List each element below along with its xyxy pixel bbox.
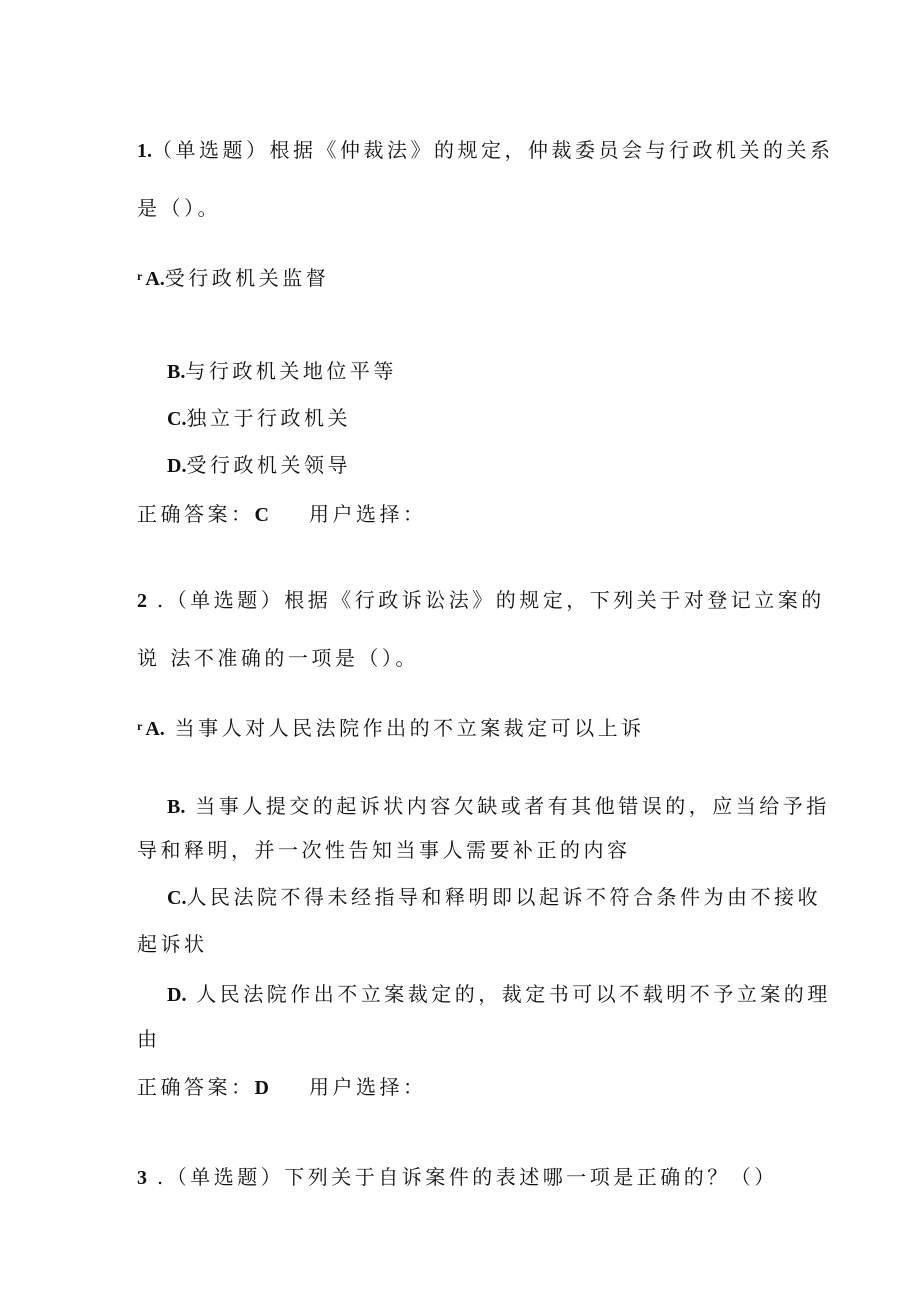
question-number: 2 bbox=[137, 590, 147, 612]
question-2-option-b-cont: 导和释明，并一次性告知当事人需要补正的内容 bbox=[137, 838, 631, 862]
option-text: 独立于行政机关 bbox=[186, 406, 351, 430]
question-3-stem bbox=[137, 1163, 778, 1192]
question-number: 1. bbox=[137, 140, 152, 162]
option-key: D. bbox=[167, 455, 187, 477]
radio-icon[interactable]: r bbox=[137, 269, 143, 283]
option-text: 受行政机关监督 bbox=[164, 266, 330, 290]
question-1-option-a[interactable] bbox=[137, 264, 329, 295]
question-2-option-c[interactable] bbox=[167, 883, 821, 912]
question-2-answer bbox=[137, 1073, 426, 1102]
question-2-option-b[interactable] bbox=[167, 792, 830, 821]
question-2-option-d-cont: 由 bbox=[137, 1027, 161, 1051]
question-2-option-a[interactable] bbox=[137, 714, 645, 745]
option-key: A. bbox=[145, 268, 165, 290]
question-1-option-c[interactable] bbox=[167, 404, 351, 433]
user-choice-label: 用户选择： bbox=[308, 502, 427, 526]
answer-label: 正确答案： bbox=[137, 502, 255, 526]
option-text: 与行政机关地位平等 bbox=[185, 359, 397, 383]
question-2-option-c-cont: 起诉状 bbox=[137, 932, 208, 956]
option-key: A. bbox=[145, 718, 165, 740]
question-1-option-d[interactable] bbox=[167, 451, 351, 480]
option-key: B. bbox=[167, 361, 186, 383]
question-2-stem bbox=[137, 586, 825, 615]
answer-value: D bbox=[254, 1077, 269, 1099]
option-text: 当事人对人民法院作出的不立案裁定可以上诉 bbox=[164, 716, 645, 740]
radio-icon[interactable]: r bbox=[137, 719, 143, 733]
question-2-stem-cont: 说 法不准确的一项是（）。 bbox=[137, 646, 419, 670]
question-number: 3 bbox=[137, 1167, 147, 1189]
option-key: D. bbox=[167, 984, 187, 1006]
question-2-option-d[interactable] bbox=[167, 980, 831, 1009]
question-1-answer bbox=[137, 500, 426, 529]
question-text: （单选题）根据《仲裁法》的规定，仲裁委员会与行政机关的关系 bbox=[152, 138, 834, 162]
option-text: 受行政机关领导 bbox=[186, 453, 351, 477]
question-1-stem-cont: 是（）。 bbox=[137, 196, 221, 220]
answer-label: 正确答案： bbox=[137, 1075, 255, 1099]
question-text: .（单选题）根据《行政诉讼法》的规定，下列关于对登记立案的 bbox=[147, 588, 825, 612]
option-text: 当事人提交的起诉状内容欠缺或者有其他错误的，应当给予指 bbox=[185, 794, 830, 818]
option-key: B. bbox=[167, 796, 186, 818]
user-choice-label: 用户选择： bbox=[308, 1075, 427, 1099]
question-1-option-b[interactable] bbox=[167, 357, 397, 386]
question-text: .（单选题）下列关于自诉案件的表述哪一项是正确的？（） bbox=[147, 1165, 778, 1189]
question-1-stem bbox=[137, 136, 834, 165]
option-text: 人民法院作出不立案裁定的，裁定书可以不载明不予立案的理 bbox=[186, 982, 831, 1006]
option-key: C. bbox=[167, 887, 187, 909]
answer-value: C bbox=[254, 504, 269, 526]
option-text: 人民法院不得未经指导和释明即以起诉不符合条件为由不接收 bbox=[186, 885, 821, 909]
option-key: C. bbox=[167, 408, 187, 430]
